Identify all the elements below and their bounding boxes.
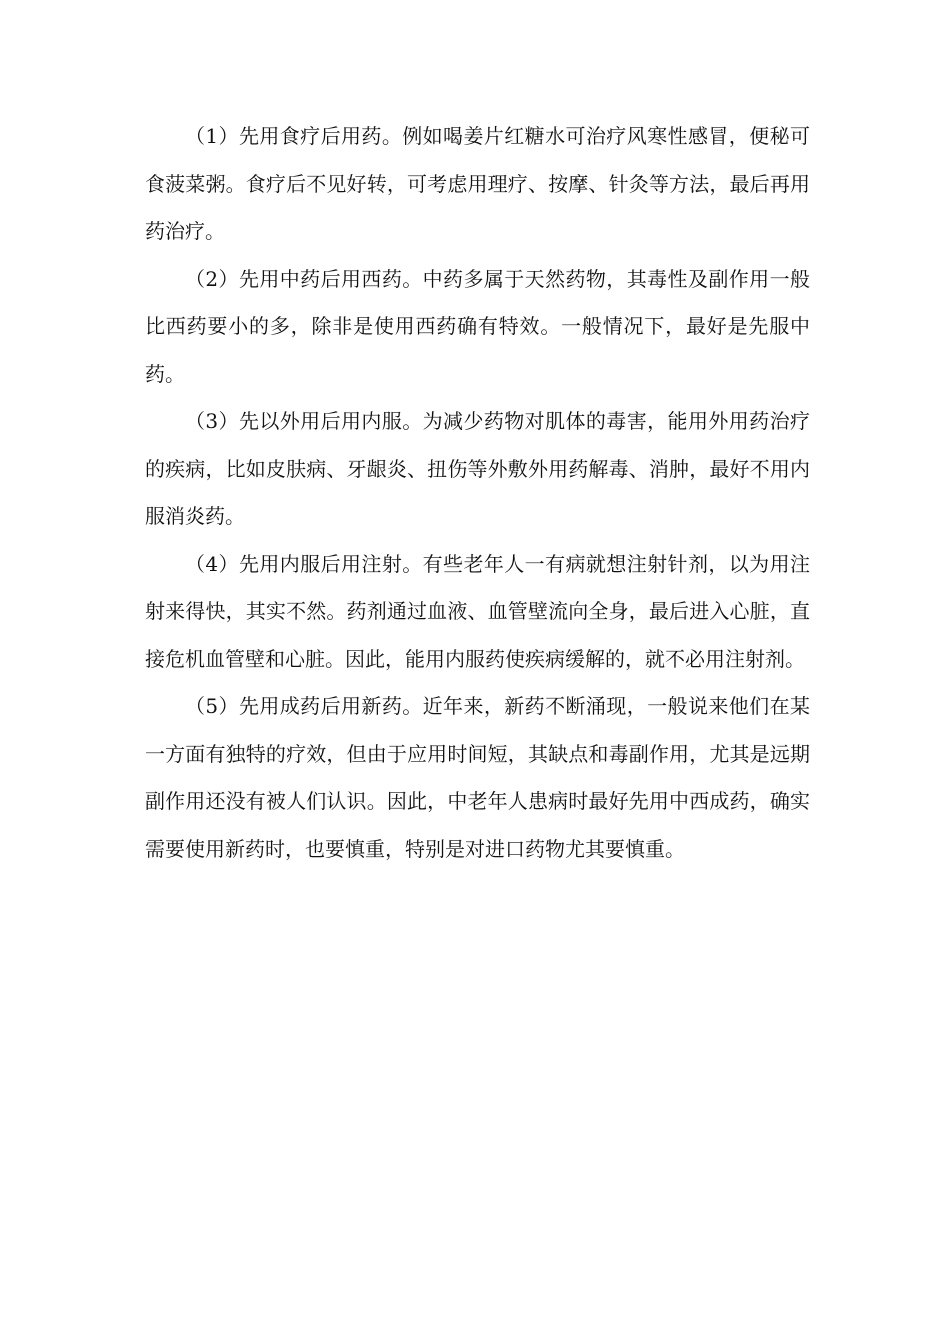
paragraph-3: （3）先以外用后用内服。为减少药物对肌体的毒害，能用外用药治疗的疾病，比如皮肤病、牙龈炎、扭伤等外敷外用药解毒、消肿，最好不用内服消炎药。 (145, 409, 810, 528)
paragraph-1: （1）先用食疗后用药。例如喝姜片红糖水可治疗风寒性感冒，便秘可食菠菜粥。食疗后不见好转，可考虑用理疗、按摩、针灸等方法，最后再用药治疗。 (145, 124, 810, 243)
paragraph-4: （4）先用内服后用注射。有些老年人一有病就想注射针剂，以为用注射来得快，其实不然。药剂通过血液、血管壁流向全身，最后进入心脏，直接危机血管壁和心脏。因此，能用内服药使疾病缓解的，就不必用注射剂。 (145, 551, 810, 671)
document-body (145, 113, 810, 873)
paragraph-2: （2）先用中药后用西药。中药多属于天然药物，其毒性及副作用一般比西药要小的多，除非是使用西药确有特效。一般情况下，最好是先服中药。 (145, 266, 810, 386)
paragraph-5: （5）先用成药后用新药。近年来，新药不断涌现，一般说来他们在某一方面有独特的疗效，但由于应用时间短，其缺点和毒副作用，尤其是远期副作用还没有被人们认识。因此，中老年人患病时最好先用中西成药，确实需要使用新药时，也要慎重，特别是对进口药物尤其要慎重。 (145, 694, 810, 861)
